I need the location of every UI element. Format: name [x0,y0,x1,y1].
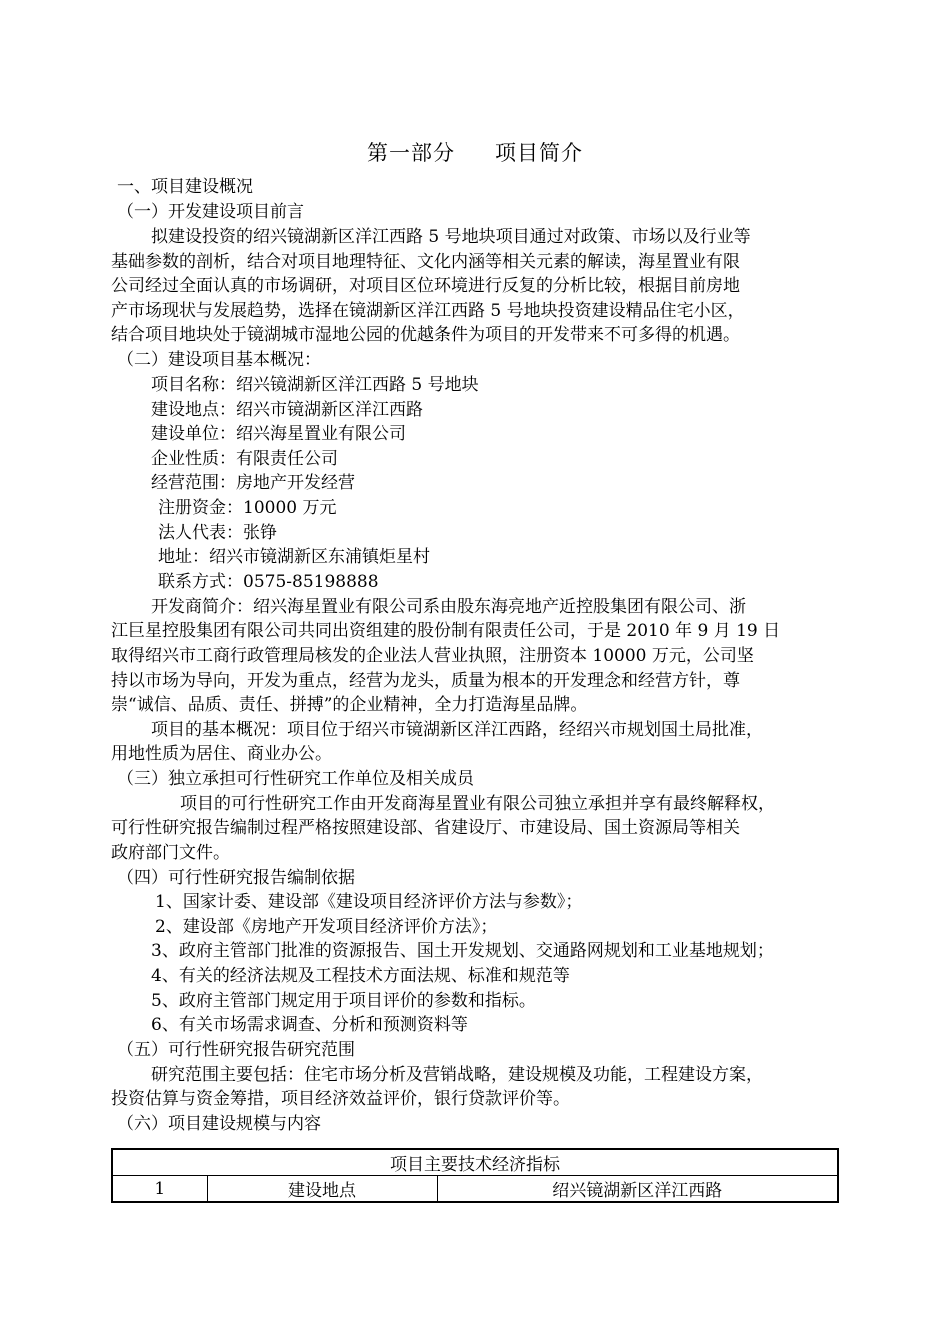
paragraph-line: 公司经过全面认真的市场调研，对项目区位环境进行反复的分析比较，根据目前房地 [111,276,740,296]
paragraph-line: 投资估算与资金筹措，项目经济效益评价，银行贷款评价等。 [111,1089,570,1109]
paragraph-line: 持以市场为导向，开发为重点，经营为龙头，质量为根本的开发理念和经营方针，尊 [111,671,740,691]
page-title [0,137,950,167]
paragraph-line: 项目的可行性研究工作由开发商海星置业有限公司独立承担并享有最终解释权， [180,794,775,814]
paragraph-line: 江巨星控股集团有限公司共同出资组建的股份制有限责任公司，于是 2010 年 9 月 19 日 [111,621,781,641]
info-project-name: 项目名称：绍兴镜湖新区洋江西路 5 号地块 [151,375,479,395]
paragraph-line: 研究范围主要包括：住宅市场分析及营销战略，建设规模及功能，工程建设方案， [151,1065,763,1085]
paragraph-line: 崇“诚信、品质、责任、拼搏”的企业精神，全力打造海星品牌。 [111,695,588,715]
paragraph-line: 结合项目地块处于镜湖城市湿地公园的优越条件为项目的开发带来不可多得的机遇。 [111,325,740,345]
section-name: 项目简介 [495,141,583,165]
table-row [112,1176,838,1203]
table-header: 项目主要技术经济指标 [112,1149,838,1176]
basis-item: 4、有关的经济法规及工程技术方面法规、标准和规范等 [151,966,570,986]
paragraph-line: 开发商简介：绍兴海星置业有限公司系由股东海亮地产近控股集团有限公司、浙 [151,597,746,617]
paragraph-line: 用地性质为居住、商业办公。 [111,744,332,764]
paragraph-line: 基础参数的剖析，结合对项目地理特征、文化内涵等相关元素的解读，海星置业有限 [111,252,740,272]
info-address: 地址：绍兴市镜湖新区东浦镇炬星村 [158,547,430,567]
subheading-4: （四）可行性研究报告编制依据 [117,868,355,888]
row-value: 绍兴镜湖新区洋江西路 [437,1176,838,1203]
subheading-5: （五）可行性研究报告研究范围 [117,1040,355,1060]
subheading-2: （二）建设项目基本概况： [117,350,321,370]
basis-item: 5、政府主管部门规定用于项目评价的参数和指标。 [151,991,536,1011]
subheading-3: （三）独立承担可行性研究工作单位及相关成员 [117,769,474,789]
info-builder: 建设单位：绍兴海星置业有限公司 [151,424,406,444]
subheading-6: （六）项目建设规模与内容 [117,1114,321,1134]
row-item: 建设地点 [207,1176,437,1203]
indicators-table [111,1148,839,1203]
info-legal-rep: 法人代表：张铮 [158,523,277,543]
row-number: 1 [112,1176,207,1203]
paragraph-line: 取得绍兴市工商行政管理局核发的企业法人营业执照，注册资本 10000 万元，公司坚 [111,646,754,666]
paragraph-line: 政府部门文件。 [111,843,230,863]
info-company-type: 企业性质：有限责任公司 [151,449,338,469]
basis-item: 2、建设部《房地产开发项目经济评价方法》； [155,917,498,937]
basis-item: 1、国家计委、建设部《建设项目经济评价方法与参数》； [155,892,583,912]
subheading-1: （一）开发建设项目前言 [117,202,304,222]
basis-item: 3、政府主管部门批准的资源报告、国土开发规划、交通路网规划和工业基地规划； [151,941,774,961]
part-label: 第一部分 [367,141,455,165]
info-location: 建设地点：绍兴市镜湖新区洋江西路 [151,400,423,420]
paragraph-line: 可行性研究报告编制过程严格按照建设部、省建设厅、市建设局、国土资源局等相关 [111,818,740,838]
info-business-scope: 经营范围：房地产开发经营 [151,473,355,493]
basis-item: 6、有关市场需求调查、分析和预测资料等 [151,1015,468,1035]
paragraph-line: 产市场现状与发展趋势，选择在镜湖新区洋江西路 5 号地块投资建设精品住宅小区， [111,301,745,321]
paragraph-line: 项目的基本概况：项目位于绍兴市镜湖新区洋江西路，经绍兴市规划国土局批准， [151,720,763,740]
info-capital: 注册资金：10000 万元 [158,498,337,518]
heading-1: 一、项目建设概况 [117,177,253,197]
info-contact: 联系方式：0575-85198888 [158,572,379,592]
table-header-row [112,1149,838,1176]
paragraph-line: 拟建设投资的绍兴镜湖新区洋江西路 5 号地块项目通过对政策、市场以及行业等 [151,227,751,247]
